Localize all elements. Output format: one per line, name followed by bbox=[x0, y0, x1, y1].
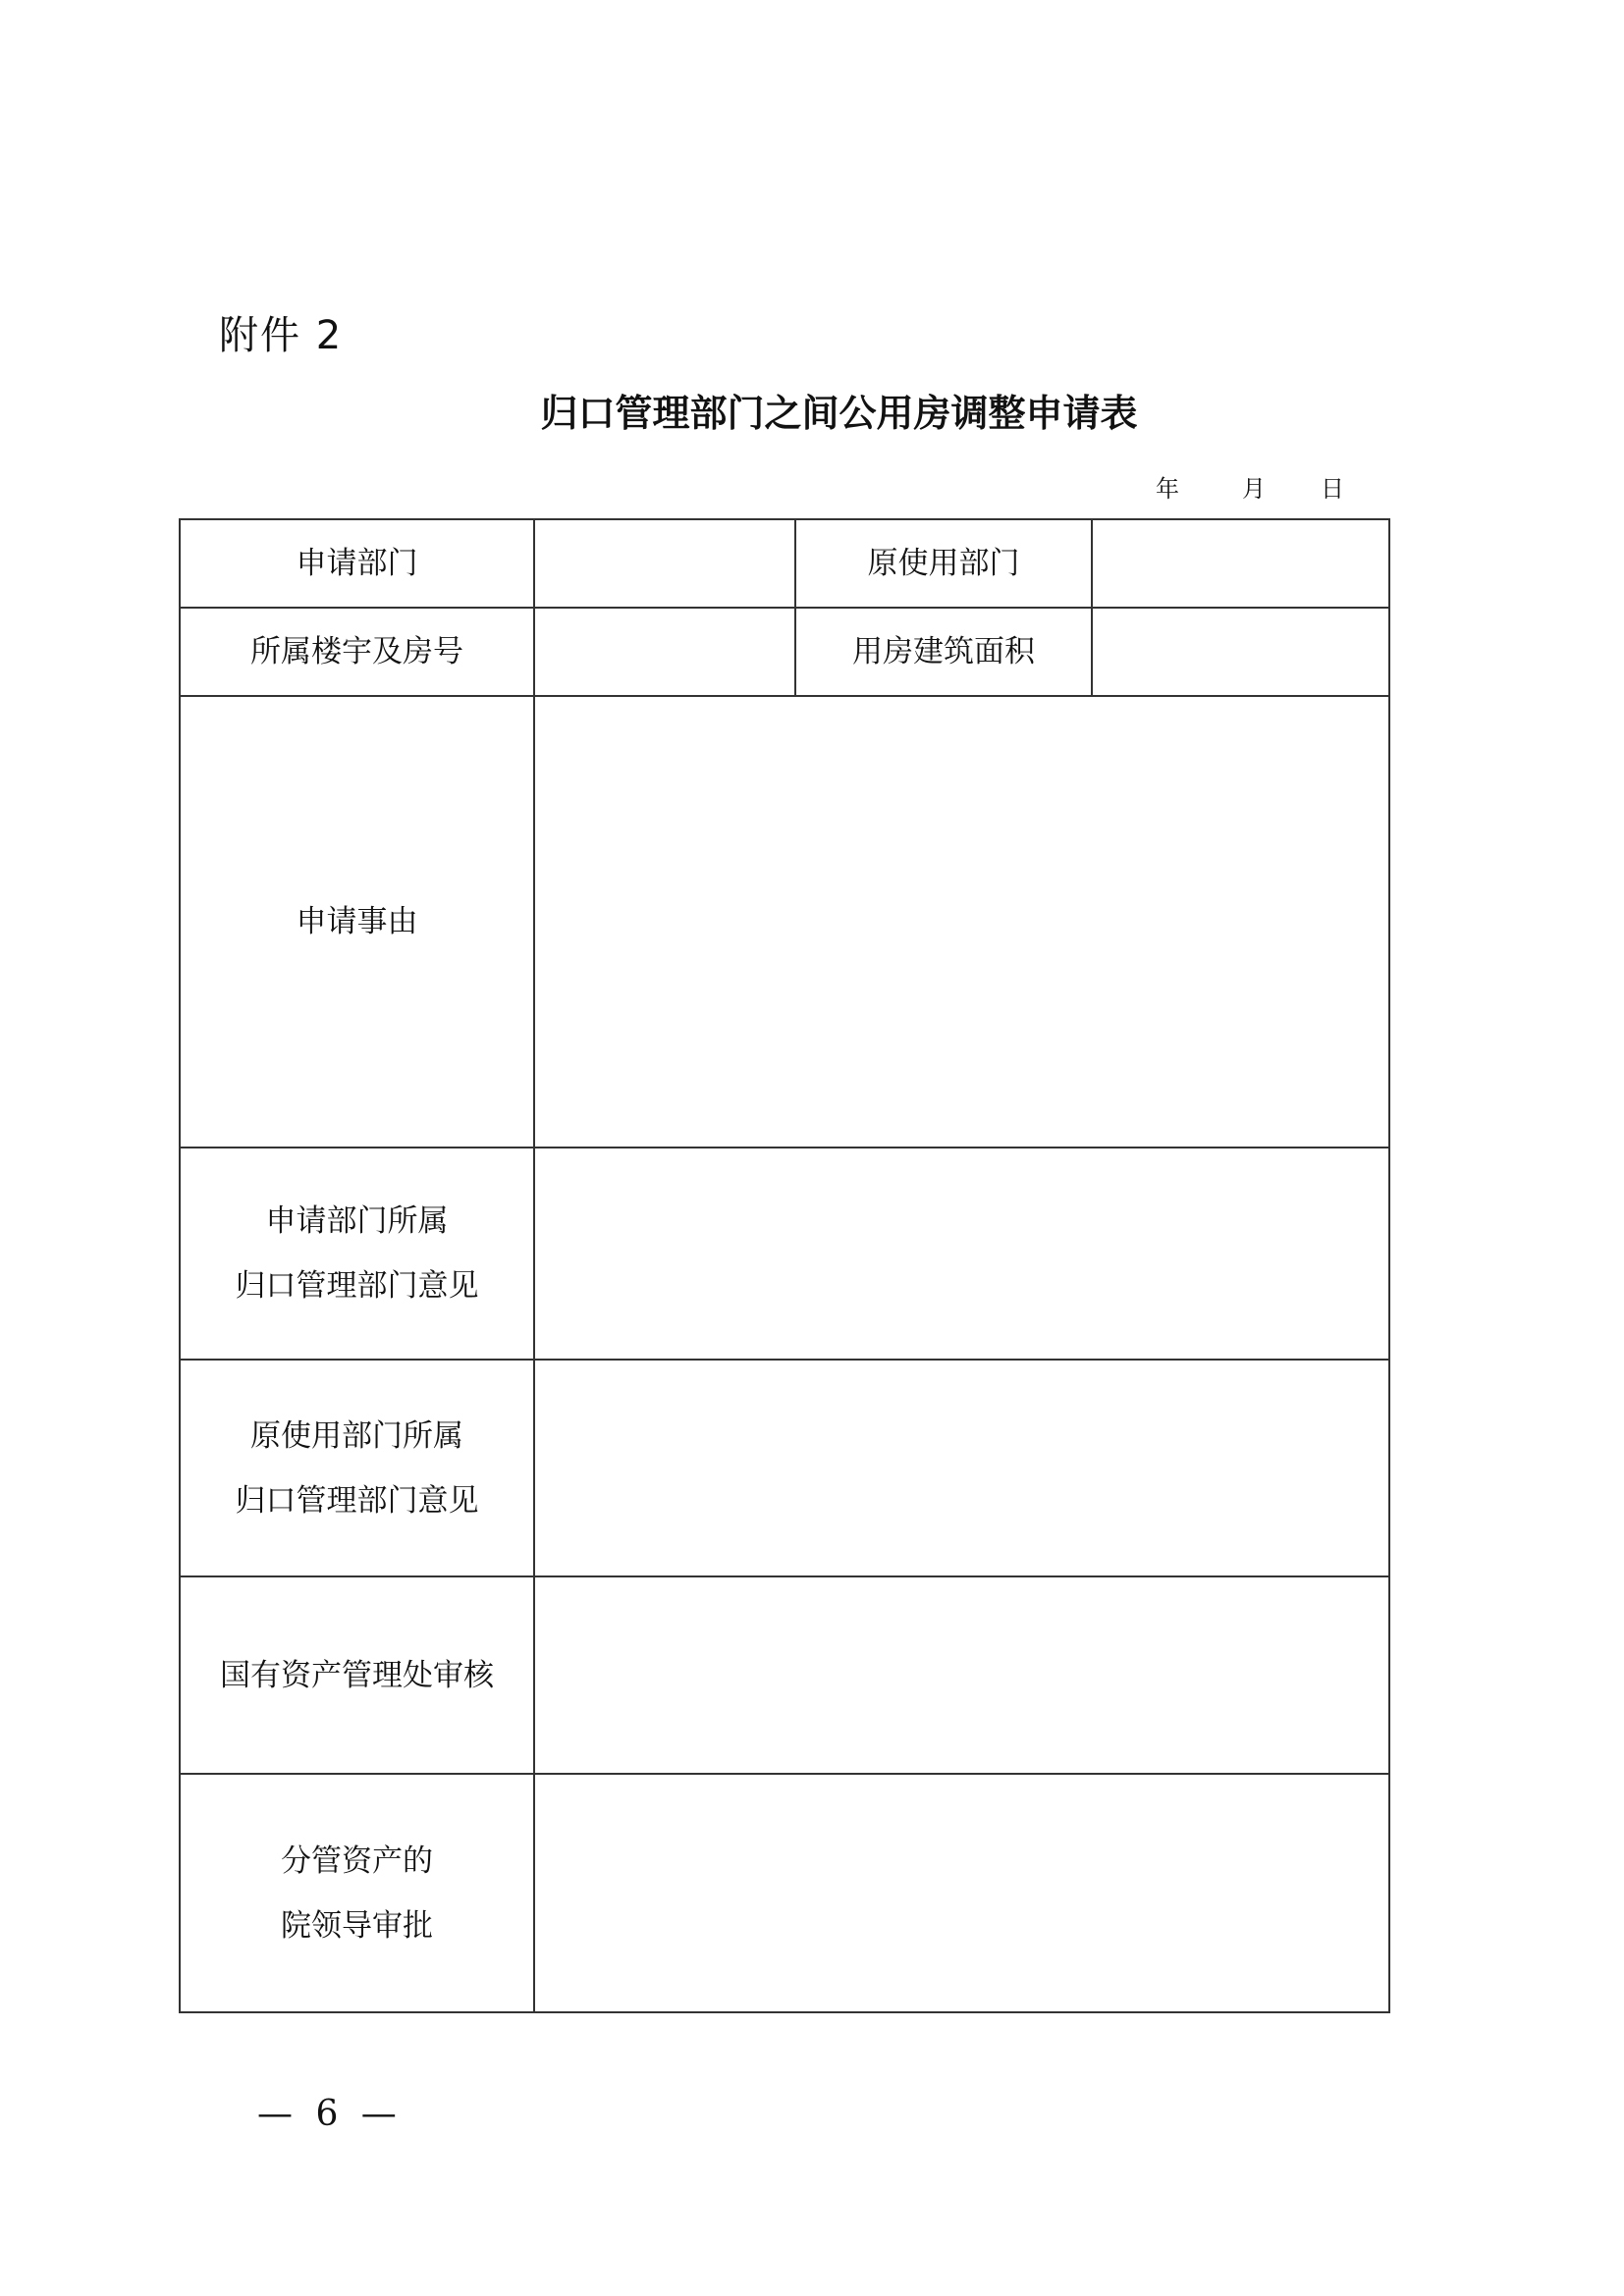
applicant-dept-label: 申请部门 bbox=[180, 519, 534, 608]
floor-area-label: 用房建筑面积 bbox=[795, 608, 1092, 696]
form-row-departments bbox=[180, 519, 1389, 608]
page-number: — 6 — bbox=[257, 2094, 403, 2134]
leader-approval-label bbox=[180, 1774, 534, 2012]
original-mgmt-opinion-label-line-2: 归口管理部门意见 bbox=[235, 1482, 479, 1519]
applicant-dept-field[interactable] bbox=[534, 519, 795, 608]
application-form-table bbox=[179, 518, 1390, 2013]
applicant-mgmt-opinion-field[interactable] bbox=[534, 1148, 1389, 1360]
date-month-label: 月 bbox=[1242, 475, 1266, 503]
form-row-building bbox=[180, 608, 1389, 696]
date-year-label: 年 bbox=[1156, 475, 1179, 503]
attachment-label: 附件 2 bbox=[219, 313, 344, 358]
leader-approval-label-line-2: 院领导审批 bbox=[281, 1907, 433, 1944]
reason-field[interactable] bbox=[534, 696, 1389, 1148]
floor-area-field[interactable] bbox=[1092, 608, 1389, 696]
date-day-label: 日 bbox=[1321, 475, 1344, 503]
form-row-original-mgmt-opinion bbox=[180, 1360, 1389, 1576]
original-mgmt-opinion-label-line-1: 原使用部门所属 bbox=[250, 1417, 463, 1454]
form-row-reason bbox=[180, 696, 1389, 1148]
original-dept-label: 原使用部门 bbox=[795, 519, 1092, 608]
form-row-asset-review bbox=[180, 1576, 1389, 1774]
leader-approval-label-line-1: 分管资产的 bbox=[281, 1842, 433, 1879]
document-title: 归口管理部门之间公用房调整申请表 bbox=[540, 392, 1138, 435]
leader-approval-field[interactable] bbox=[534, 1774, 1389, 2012]
applicant-mgmt-opinion-label-line-1: 申请部门所属 bbox=[265, 1203, 449, 1239]
asset-office-review-field[interactable] bbox=[534, 1576, 1389, 1774]
building-room-field[interactable] bbox=[534, 608, 795, 696]
asset-office-review-label: 国有资产管理处审核 bbox=[180, 1576, 534, 1774]
building-room-label: 所属楼宇及房号 bbox=[180, 608, 534, 696]
form-row-leader-approval bbox=[180, 1774, 1389, 2012]
reason-label: 申请事由 bbox=[180, 696, 534, 1148]
applicant-mgmt-opinion-label bbox=[180, 1148, 534, 1360]
original-dept-field[interactable] bbox=[1092, 519, 1389, 608]
form-row-applicant-mgmt-opinion bbox=[180, 1148, 1389, 1360]
original-mgmt-opinion-field[interactable] bbox=[534, 1360, 1389, 1576]
applicant-mgmt-opinion-label-line-2: 归口管理部门意见 bbox=[235, 1268, 479, 1304]
original-mgmt-opinion-label bbox=[180, 1360, 534, 1576]
